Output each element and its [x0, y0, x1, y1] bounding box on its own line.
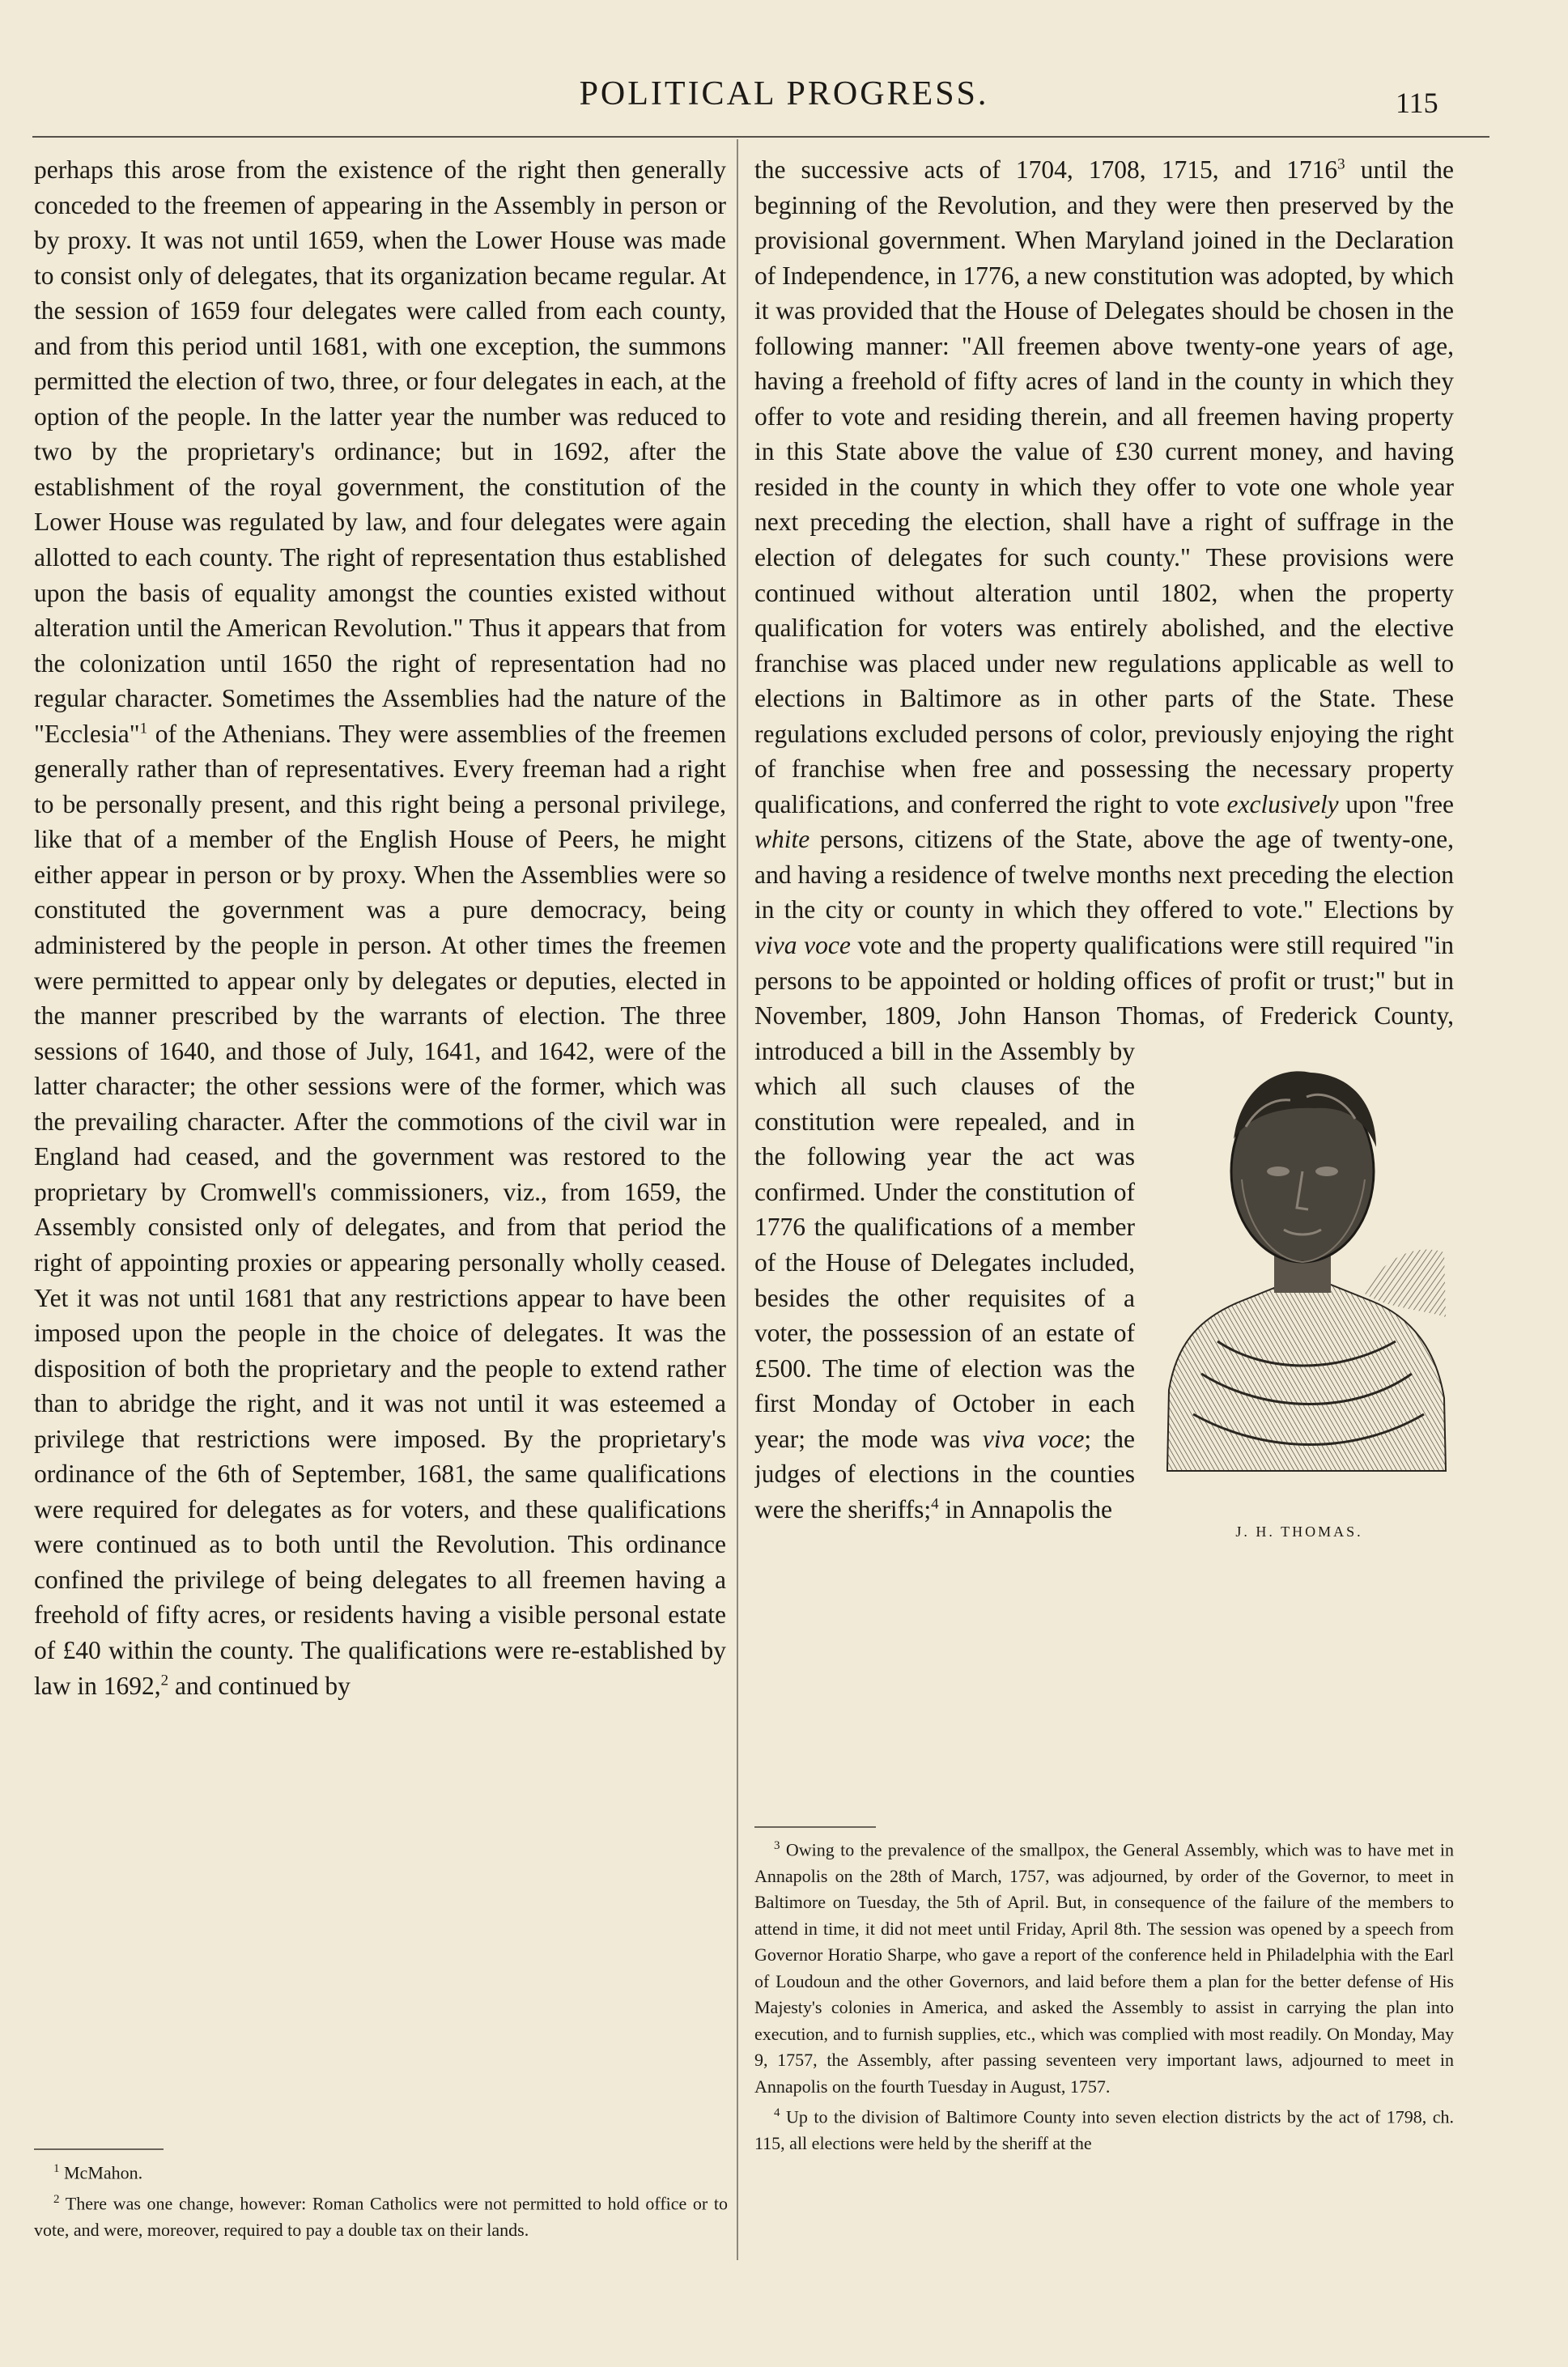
footnote-3-mark: 3 — [774, 1839, 780, 1852]
footnote-1-text: McMahon. — [64, 2162, 143, 2183]
footnote-2-text: There was one change, however: Roman Catholics were not permitted to hold office or to vote, and were, moreover, required to pay a double tax on their lands. — [34, 2193, 728, 2240]
right-text-part-6: ; the judges of elections in the counties were the sheriffs; — [754, 1424, 1135, 1523]
right-text-part-5b: ick County, introduced a bill in the Assembly by which all such clauses of the constitution were repealed, and in the following year the act was confirmed. Under the constitution of 1776 the qualifications of a member of the House of Delegates included, besides the other requisites of a voter, the possession of an estate of £500. The time of election was the first Monday of October in each year; the mode was — [754, 1001, 1454, 1453]
left-footnotes — [34, 2156, 728, 2243]
left-text-part-2: of the Athenians. They were assemblies of the freemen generally rather than of representatives. Every freeman had a right to be personally present, and this right being a personal privilege, like that of a member of the English House of Peers, he might either appear in person or by proxy. When the Assemblies were so constituted the government was a pure democracy, being administered by the people in person. At other times the freemen were permitted to appear only by delegates or deputies, elected in the manner prescribed by the warrants of election. The three sessions of 1640, and those of July, 1641, and 1642, were of the latter character; the other sessions were of the former, which was the prevailing character. After the commotions of the civil war in England had ceased, and the government was restored to the proprietary by Cromwell's commissioners, viz., from 1659, the Assembly consisted only of delegates, and from that period the right of appointing proxies or appearing personally wholly ceased. Yet it was not until 1681 that any restrictions appear to have been imposed upon the people in the choice of delegates. It was the disposition of both the proprietary and the people to extend rather than to abridge the right, and it was not until it was esteemed a privilege that restrictions were imposed. By the proprietary's ordinance of the 6th of September, 1681, the same qualifications were required for delegates as for voters, and these qualifications were continued as to both until the Revolution. This ordinance confined the privilege of being delegates to all freemen having a freehold of fifty acres, or residents having a visible personal estate of £40 within the county. The qualifications were re-established by law in 1692, — [34, 719, 726, 1700]
left-text-part-3: and continued by — [168, 1671, 351, 1700]
right-footnotes — [754, 1833, 1454, 2157]
right-column — [754, 152, 1454, 1621]
footnote-3 — [754, 1833, 1454, 2100]
footnote-4-mark: 4 — [774, 2106, 780, 2120]
footnote-2 — [34, 2186, 728, 2243]
footnote-4 — [754, 2100, 1454, 2157]
right-footnote-rule — [754, 1826, 876, 1828]
page-number: 115 — [1396, 87, 1438, 119]
italic-viva-voce-1: viva voce — [754, 931, 851, 960]
footnote-ref-3: 3 — [1337, 155, 1345, 173]
footnote-1 — [34, 2156, 728, 2186]
left-footnote-rule — [34, 2148, 164, 2150]
italic-exclusively: exclusively — [1226, 789, 1339, 818]
footnote-3-text: Owing to the prevalence of the smallpox, the General Assembly, which was to have met in Annapolis on the 28th of March, 1757, was adjourned, by order of the Governor, to meet in Baltimore on Tuesday, the 5th of April. But, in consequence of the failure of the members to attend in time, it did not meet until Friday, April 8th. The session was opened by a speech from Governor Horatio Sharpe, who gave a report of the conference held in Philadelphia with the Earl of Loudoun and the other Governors, and laid before them a plan for the better defense of His Majesty's colonies in America, and asked the Assembly to assist in carrying the plan into execution, and to furnish supplies, etc., which was complied with most readily. On Monday, May 9, 1757, the Assembly, after passing seventeen very important laws, adjourned to meet in Annapolis on the fourth Tuesday in August, 1757. — [754, 1839, 1454, 2097]
right-text-part-1: the successive acts of 1704, 1708, 1715, and 1716 — [754, 155, 1338, 184]
right-column-text — [754, 152, 1454, 1621]
right-text-part-3: upon "free — [1338, 789, 1454, 818]
footnote-ref-1: 1 — [139, 720, 148, 737]
footnote-1-mark: 1 — [53, 2162, 60, 2175]
portrait-figure — [1145, 1039, 1454, 1621]
running-head: POLITICAL PROGRESS. — [579, 75, 989, 113]
header-rule — [32, 136, 1489, 138]
footnote-2-mark: 2 — [53, 2192, 60, 2206]
right-text-part-2: until the beginning of the Revolution, and they were then preserved by the provisional government. When Maryland joined in the Declaration of Independence, in 1776, a new constitution was adopted, by which it was provided that the House of Delegates should be chosen in the following manner: "All freemen above twenty-one years of age, having a freehold of fifty acres of land in the county in which they offer to vote and residing therein, and all freemen having property in this State above the value of £30 current money, and having resided in the county in which they offer to vote one whole year next preceding the election, shall have a right of suffrage in the election of delegates for such county." These provisions were continued without alteration until 1802, when the property qualification for voters was entirely abolished, and the elective franchise was placed under new regulations applicable as well to elections in Baltimore as in other parts of the State. These regulations excluded persons of color, previously enjoying the right of franchise when free and possessing the necessary property qualifications, and conferred the right to vote — [754, 155, 1454, 818]
left-column — [34, 152, 726, 2111]
column-divider — [737, 139, 738, 2260]
footnote-ref-2: 2 — [160, 1672, 169, 1689]
right-text-part-7: in Annapolis the — [938, 1494, 1112, 1523]
right-text-part-5a: vote and the property qualifications were still required "in persons to be appointed or holding offices of profit or trust;" but in November, 1809, John Hanson Thomas, of Freder — [754, 931, 1454, 1031]
italic-viva-voce-2: viva voce — [982, 1424, 1085, 1453]
right-text-part-4: persons, citizens of the State, above the age of twenty-one, and having a residence of twelve months next preceding the election in the city or county in which they offered to vote." Elections by — [754, 825, 1454, 924]
footnote-4-text: Up to the division of Baltimore County into seven election districts by the act of 1798, ch. 115, all elections were held by the sheriff at the — [754, 2106, 1454, 2154]
italic-white: white — [754, 825, 810, 854]
left-text-part-1: perhaps this arose from the existence of the right then generally conceded to the freemen of appearing in the Assembly in person or by proxy. It was not until 1659, when the Lower House was made to consist only of delegates, that its organization became regular. At the session of 1659 four delegates were called from each county, and from this period until 1681, with one exception, the summons permitted the election of two, three, or four delegates in each, at the option of the people. In the latter year the number was reduced to two by the proprietary's ordinance; but in 1692, after the establishment of the royal government, the constitution of the Lower House was regulated by law, and four delegates were again allotted to each county. The right of representation thus established upon the basis of equality amongst the counties existed without alteration until the American Revolution." Thus it appears that from the colonization until 1650 the right of representation had no regular character. Sometimes the Assemblies had the nature of the "Ecclesia" — [34, 155, 726, 748]
engraved-bust-portrait-icon — [1145, 1050, 1454, 1503]
footnote-ref-4: 4 — [931, 1495, 939, 1513]
left-column-text — [34, 152, 726, 2111]
portrait-caption: J. H. THOMAS. — [1235, 1523, 1363, 1540]
